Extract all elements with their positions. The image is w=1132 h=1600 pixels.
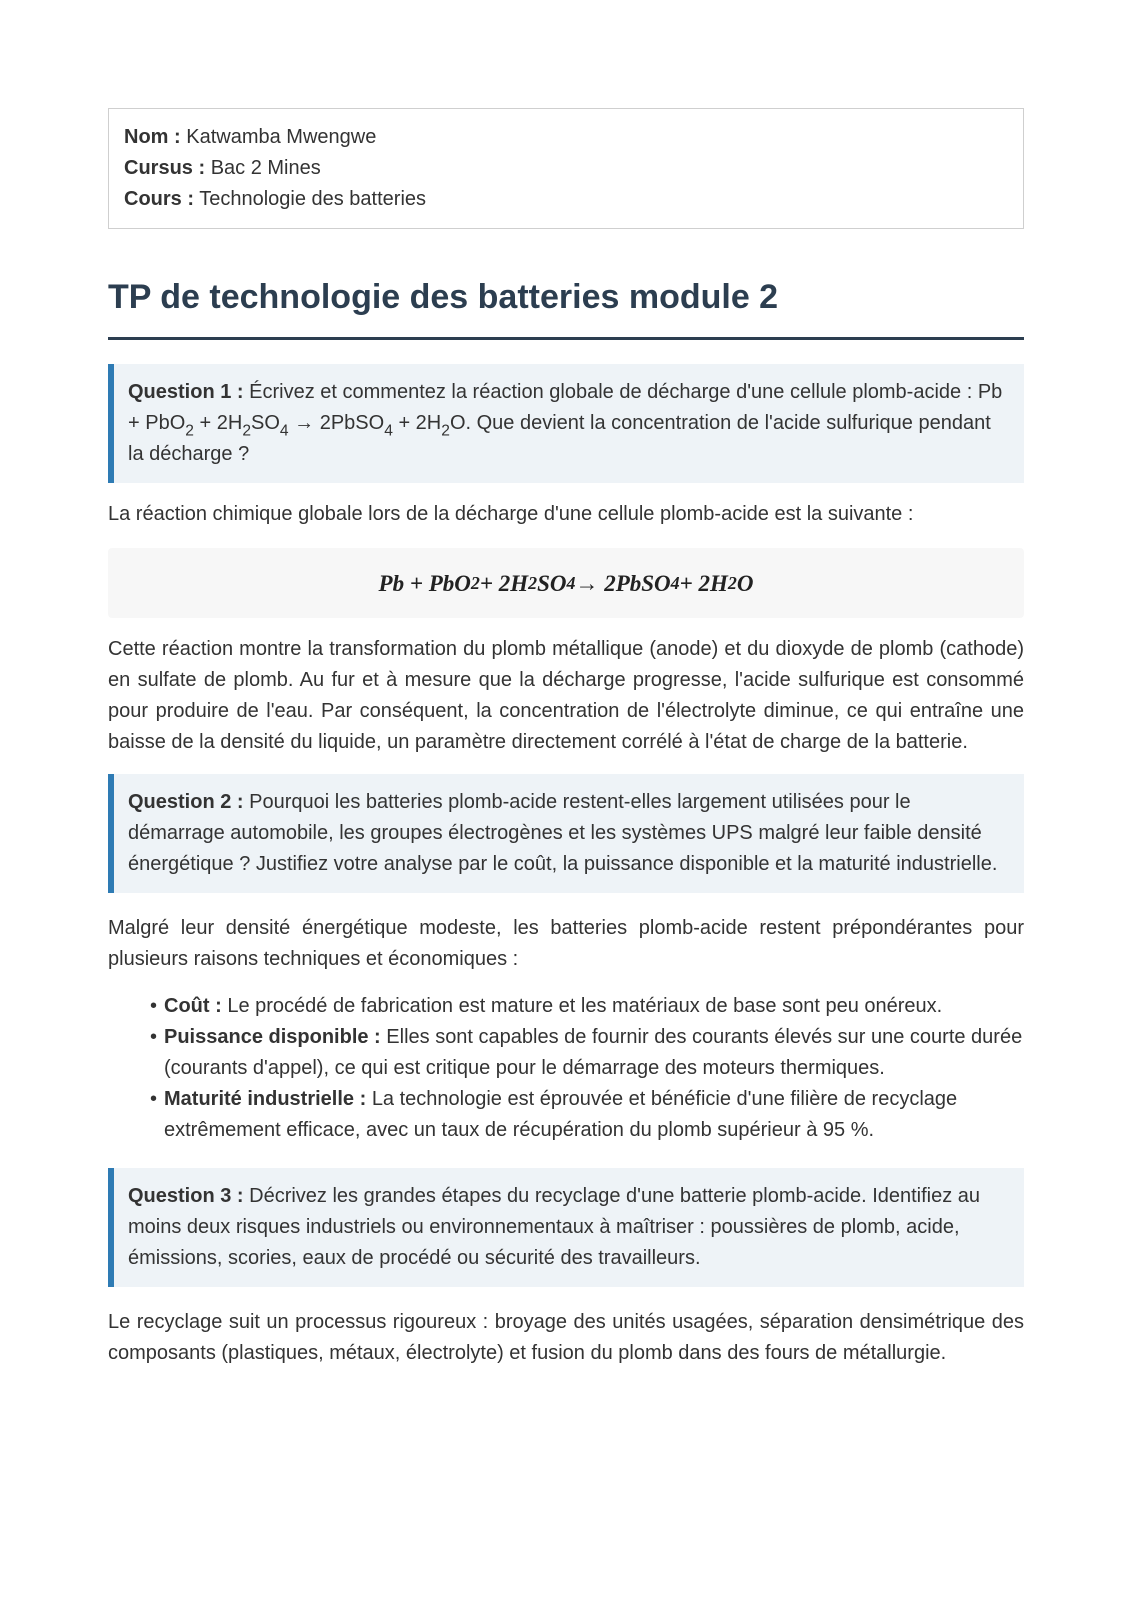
bullet-label: Puissance disponible : — [164, 1026, 381, 1048]
question-1-sub: 2 — [441, 422, 450, 440]
answer-3: Le recyclage suit un processus rigoureux : broyage des unités usagées, séparation densimétrique des composants (plastiques, métaux, électrolyte) et fusion du plomb dans des fours de métallurgie. — [108, 1311, 1024, 1364]
equation-part: + 2H — [679, 570, 728, 596]
cursus-value: Bac 2 Mines — [210, 157, 321, 179]
equation-part: → 2PbSO — [575, 570, 671, 596]
question-2-label: Question 2 : — [128, 791, 244, 813]
cursus-label: Cursus : — [124, 157, 206, 179]
question-2-box — [108, 774, 1024, 893]
equation-part: Pb + PbO — [378, 570, 471, 596]
list-item — [150, 1084, 1024, 1146]
question-1-label: Question 1 : — [128, 381, 244, 403]
cursus-line — [124, 153, 1008, 184]
bullet-text: Le procédé de fabrication est mature et les matériaux de base sont peu onéreux. — [227, 995, 943, 1017]
course-label: Cours : — [124, 188, 194, 210]
course-line — [124, 184, 1008, 215]
question-3-box — [108, 1168, 1024, 1287]
name-line — [124, 122, 1008, 153]
equation-part: SO — [537, 570, 567, 596]
question-2-text: Pourquoi les batteries plomb-acide restent-elles largement utilisées pour le démarrage automobile, les groupes électrogènes et les systèmes UPS malgré leur faible densité énergétique ? Justifiez votre analyse par le coût, la puissance disponible et la maturité industrielle. — [128, 791, 998, 875]
question-3-text: Décrivez les grandes étapes du recyclage d'une batterie plomb-acide. Identifiez au moins deux risques industriels ou environnementaux à maîtriser : poussières de plomb, acide, émissions, scories, eaux de procédé ou sécurité des travailleurs. — [128, 1185, 981, 1269]
student-info-box — [108, 108, 1024, 229]
name-label: Nom : — [124, 126, 181, 148]
question-1-text-c: SO — [251, 412, 280, 434]
course-value: Technologie des batteries — [199, 188, 427, 210]
list-item — [150, 1022, 1024, 1084]
question-1-box — [108, 364, 1024, 483]
question-1-text-e: + 2H — [392, 412, 442, 434]
reasons-list — [108, 991, 1024, 1146]
bullet-label: Coût : — [164, 995, 222, 1017]
question-3-label: Question 3 : — [128, 1185, 244, 1207]
question-1-sub: 2 — [185, 422, 194, 440]
question-1-text-f: O. Que devient la concentration de l'acide sulfurique pendant la décharge ? — [128, 412, 991, 465]
equation-part: O — [736, 570, 754, 596]
question-1-text-a: Écrivez et commentez la réaction globale de décharge d'une cellule plomb-acide : Pb + PbO — [128, 381, 1003, 434]
question-1-text-d: → 2PbSO — [288, 412, 385, 434]
question-1-sub: 2 — [242, 422, 251, 440]
bullet-text: La technologie est éprouvée et bénéficie d'une filière de recyclage extrêmement efficace, avec un taux de récupération du plomb supérieur à 95 %. — [164, 1088, 958, 1141]
equation-part: + 2H — [479, 570, 529, 596]
reaction-comment: Cette réaction montre la transformation du plomb métallique (anode) et du dioxyde de plomb (cathode) en sulfate de plomb. Au fur et à mesure que la décharge progresse, l'acide sulfurique est consommé pour produire de l'eau. Par conséquent, la concentration de l'électrolyte diminue, ce qui entraîne une baisse de la densité du liquide, un paramètre directement corrélé à l'état de charge de la batterie. — [108, 638, 1024, 753]
bullet-text: Elles sont capables de fournir des courants élevés sur une courte durée (courants d'appel), ce qui est critique pour le démarrage des moteurs thermiques. — [164, 1026, 1023, 1079]
answer-2-intro: Malgré leur densité énergétique modeste, les batteries plomb-acide restent prépondérantes pour plusieurs raisons techniques et économiques : — [108, 917, 1024, 970]
question-1-sub: 4 — [279, 422, 289, 440]
question-1-text-b: + 2H — [193, 412, 243, 434]
question-1-sub: 4 — [384, 422, 393, 440]
page-title: TP de technologie des batteries module 2 — [108, 275, 1024, 340]
list-item — [150, 991, 1024, 1022]
reaction-intro: La réaction chimique globale lors de la décharge d'une cellule plomb-acide est la suivante : — [108, 503, 914, 525]
reaction-equation: Pb + PbO 2 + 2H 2 SO 4 → 2PbSO 4 + 2H 2 O — [108, 548, 1024, 618]
name-value: Katwamba Mwengwe — [186, 126, 377, 148]
bullet-label: Maturité industrielle : — [164, 1088, 367, 1110]
